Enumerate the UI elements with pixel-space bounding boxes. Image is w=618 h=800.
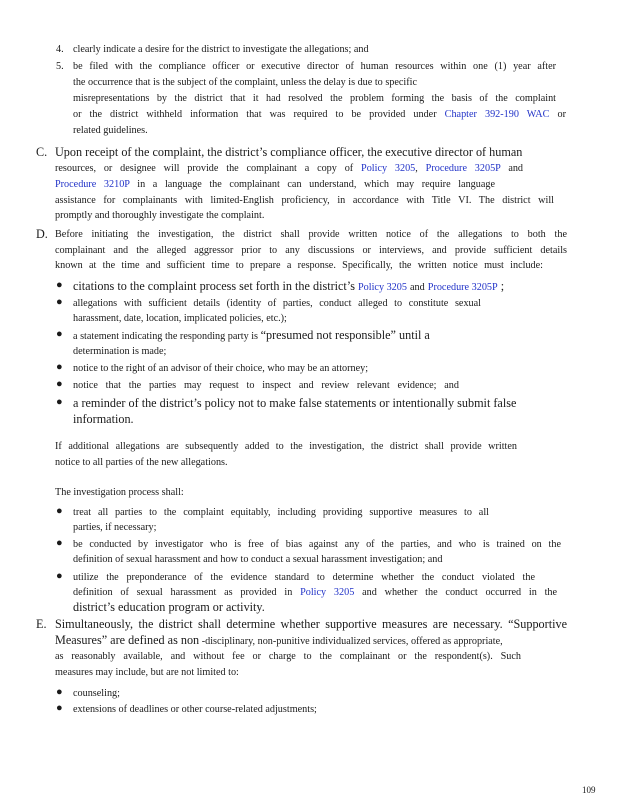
section-c-comma: , [415,163,418,174]
notice-reminder-line2: information. [73,412,134,426]
process-standard-line2 [73,585,557,601]
section-d-line3: known at the time and sufficient time to prepare a response. Specifically, the written notice must include: [55,260,543,271]
policy-3205-link[interactable]: Policy 3205 [300,587,355,598]
section-c-line5: promptly and thoroughly investigate the complaint. [55,210,265,221]
bullet-dot-icon: ● [56,686,63,698]
bullet-dot-icon: ● [56,279,63,291]
bullet-dot-icon: ● [56,328,63,340]
notice-statement-text: a statement indicating the responding party is [73,331,259,342]
additional-allegations-line1: If additional allegations are subsequently added to the investigation, the district shall provide written [55,441,517,452]
section-e-line3: as reasonably available, and without fee or charge to the complainant or the respondent(s). Such [55,651,521,662]
process-standard-line1: utilize the preponderance of the evidence standard to determine whether the conduct violated the [73,572,535,583]
section-e-measures: Measures” are defined as non [55,633,200,647]
bullet-dot-icon: ● [56,296,63,308]
supportive-counseling-item: counseling; [73,688,120,699]
notice-allegations-line1: allegations with sufficient details (identity of parties, conduct alleged to constitute sexual [73,298,481,309]
section-c-line2 [55,161,523,177]
section-e-line2 [55,633,567,650]
list-number-4: 4. [56,44,64,55]
bullet-dot-icon: ● [56,378,63,390]
procedure-3210p-link[interactable]: Procedure 3210P [55,179,130,190]
bullet-dot-icon: ● [56,537,63,549]
bullet-dot-icon: ● [56,361,63,373]
list-item-5-line4-text: or the district withheld information that was required to be provided under [73,109,437,120]
section-c-line1: Upon receipt of the complaint, the district’s compliance officer, the executive director of human [55,145,523,159]
section-d-letter: D. [36,227,48,241]
list-item-5-line3: misrepresentations by the district that it had resolved the problem forming the basis of the complaint [73,93,556,104]
notice-statement-presumed: “presumed not responsible” until a [260,328,430,342]
bullet-dot-icon: ● [56,505,63,517]
list-number-5: 5. [56,61,64,72]
additional-allegations-line2: notice to all parties of the new allegations. [55,457,228,468]
section-d-line1: Before initiating the investigation, the district shall provide written notice of the allegations to both the [55,229,567,240]
notice-reminder-line1: a reminder of the district’s policy not to make false statements or intentionally submit false [73,396,517,410]
section-e-letter: E. [36,617,47,631]
section-d-line2: complainant and the alleged aggressor prior to any discussions or interviews, and provide sufficient details [55,245,567,256]
section-c-line3-text: in a language the complainant can understand, which may require language [137,179,495,190]
page-number: 109 [582,785,596,795]
notice-advisor-item: notice to the right of an advisor of their choice, who may be an attorney; [73,363,369,374]
section-c-line4: assistance for complainants with limited-English proficiency, in accordance with Title VI. The district will [55,195,554,206]
section-c-line3 [55,177,495,193]
section-c-line2-text: resources, or designee will provide the complainant a copy of [55,163,354,174]
process-standard-line2-end: and whether the conduct occurred in the [362,587,558,598]
list-item-5-line4 [73,107,566,123]
notice-citations-and: and [410,282,425,293]
policy-3205-link[interactable]: Policy 3205 [358,282,407,293]
notice-citations-text: citations to the complaint process set forth in the district’s [73,279,355,293]
supportive-extensions-item: extensions of deadlines or other course-related adjustments; [73,704,317,715]
notice-allegations-line2: harassment, date, location, implicated policies, etc.); [73,313,287,324]
section-e-line1: Simultaneously, the district shall determine whether supportive measures are necessary. “Supportive [55,617,567,631]
process-equitable-line2: parties, if necessary; [73,522,157,533]
process-investigator-line2: definition of sexual harassment and how to conduct a sexual harassment investigation; and [73,554,443,565]
process-standard-line2-text: definition of sexual harassment as provided in [73,587,293,598]
list-item-5-line2: the occurrence that is the subject of the complaint, unless the delay is due to specific [73,77,417,88]
bullet-dot-icon: ● [56,570,63,582]
process-equitable-line1: treat all parties to the complaint equitably, including providing supportive measures to all [73,507,489,518]
section-c-and: and [508,163,524,174]
process-investigator-line1: be conducted by investigator who is free of bias against any of the parties, and who is trained on the [73,539,561,550]
list-item-5-line1: be filed with the compliance officer or executive director of human resources within one (1) year after [73,61,556,72]
procedure-3205p-link[interactable]: Procedure 3205P [425,163,501,174]
policy-3205-link[interactable]: Policy 3205 [361,163,416,174]
notice-citations-end: ; [500,279,505,293]
process-standard-line3: district’s education program or activity. [73,600,265,614]
investigation-process-heading: The investigation process shall: [55,487,184,498]
section-c-letter: C. [36,145,48,159]
bullet-dot-icon: ● [56,702,63,714]
section-e-line2-text: -disciplinary, non-punitive individualized services, offered as appropriate, [201,636,503,647]
notice-citations-item [73,279,563,296]
bullet-dot-icon: ● [56,396,63,408]
list-item-4-text: clearly indicate a desire for the district to investigate the allegations; and [73,44,369,55]
notice-statement-line1 [73,328,430,345]
wac-chapter-link[interactable]: Chapter 392-190 WAC [444,109,550,120]
section-e-line4: measures may include, but are not limited to: [55,667,239,678]
procedure-3205p-link[interactable]: Procedure 3205P [427,282,498,293]
list-item-5-line4-end: or [557,109,567,120]
list-item-5-line5: related guidelines. [73,125,148,136]
notice-statement-line2: determination is made; [73,346,167,357]
notice-evidence-item: notice that the parties may request to inspect and review relevant evidence; and [73,380,459,391]
